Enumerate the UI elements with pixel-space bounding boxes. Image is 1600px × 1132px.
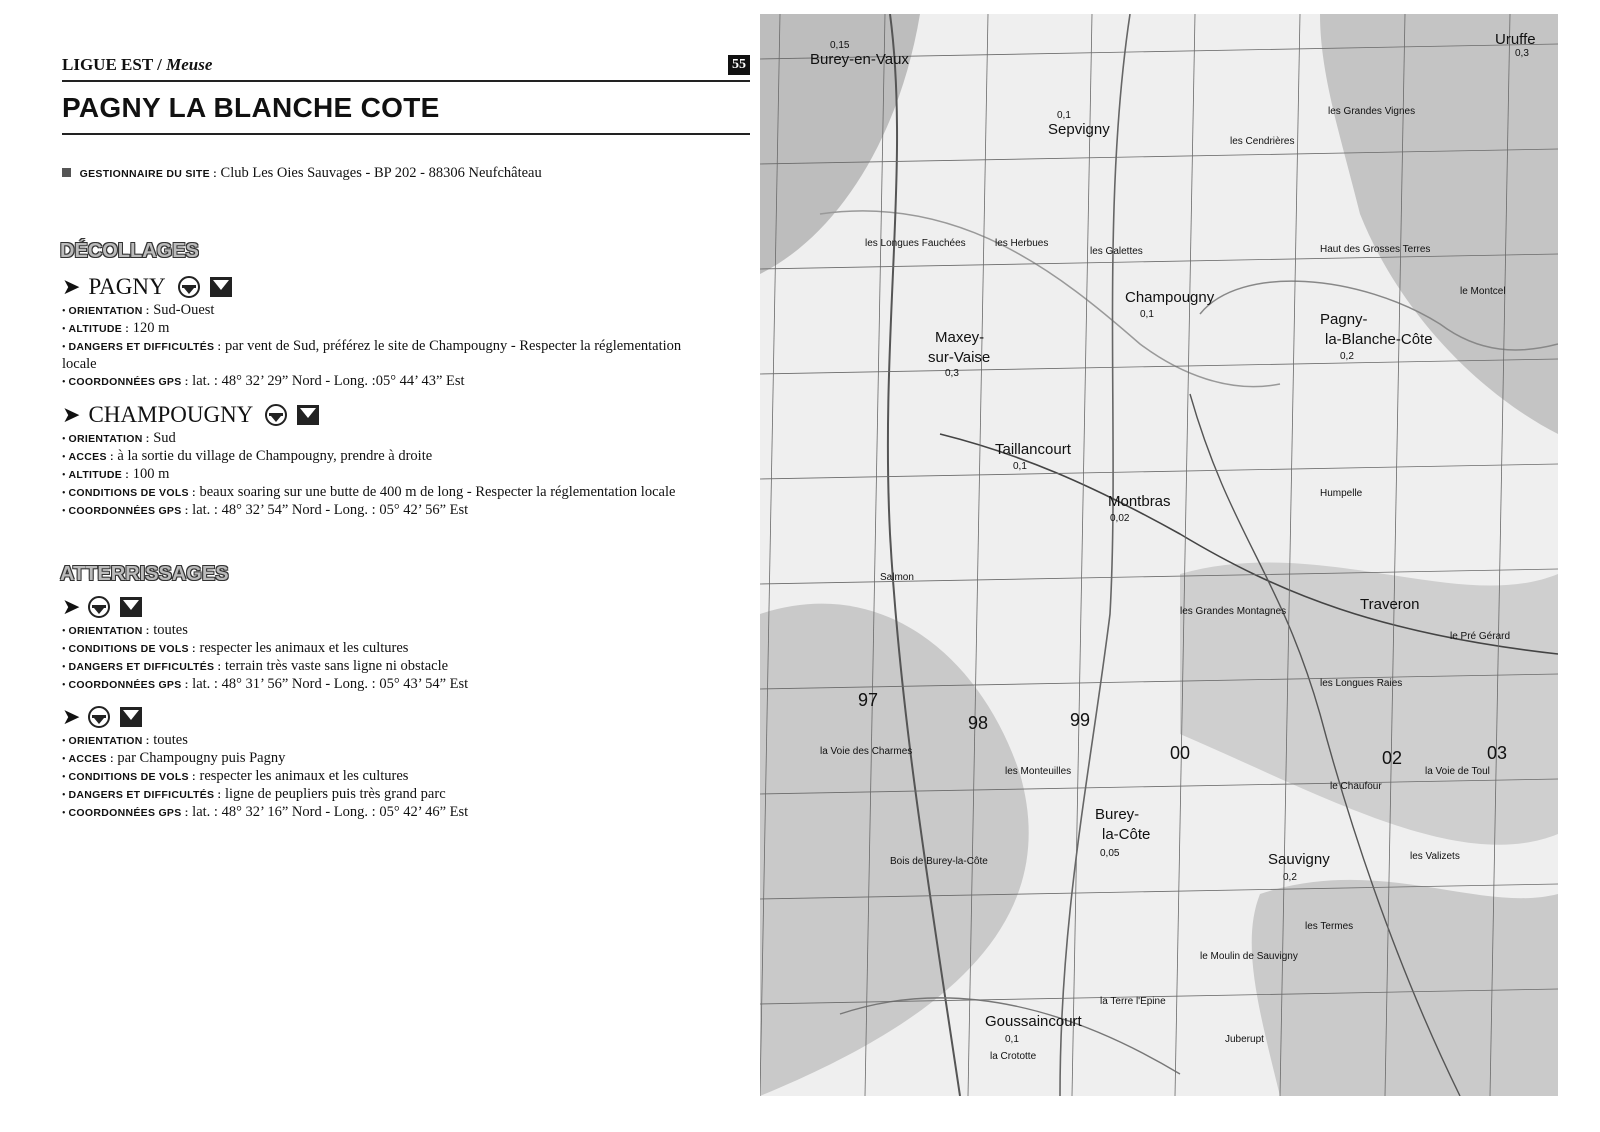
map-grid-label: 98 bbox=[968, 713, 989, 733]
header-rule bbox=[62, 80, 750, 82]
map-place-label: Champougny bbox=[1125, 289, 1215, 306]
info-label: ORIENTATION : bbox=[68, 735, 150, 747]
info-label: CONDITIONS DE VOLS : bbox=[68, 643, 196, 655]
map-place-label: Traveron bbox=[1360, 596, 1420, 613]
info-line bbox=[62, 484, 750, 502]
map-small-label: 0,3 bbox=[945, 368, 959, 379]
bullet-icon: • bbox=[62, 434, 66, 445]
map-place-label: Goussaincourt bbox=[985, 1013, 1082, 1030]
manager-value: Club Les Oies Sauvages - BP 202 - 88306 Neufchâteau bbox=[220, 165, 542, 181]
map-grid-label: 00 bbox=[1170, 743, 1191, 763]
topographic-map bbox=[760, 14, 1558, 1096]
info-label: ALTITUDE : bbox=[68, 469, 130, 481]
info-label: ORIENTATION : bbox=[68, 625, 150, 637]
hang-glider-icon bbox=[297, 405, 319, 425]
info-label: ORIENTATION : bbox=[68, 305, 150, 317]
map-small-label: 0,3 bbox=[1515, 48, 1529, 59]
paraglider-icon bbox=[88, 706, 110, 728]
page-title: PAGNY LA BLANCHE COTE bbox=[62, 92, 440, 123]
paraglider-icon bbox=[178, 276, 200, 298]
hang-glider-icon bbox=[120, 707, 142, 727]
info-line bbox=[62, 804, 750, 822]
info-line bbox=[62, 466, 750, 484]
landing-head bbox=[62, 592, 750, 622]
map-place-label: Sauvigny bbox=[1268, 851, 1330, 868]
bullet-icon: • bbox=[62, 644, 66, 655]
info-value: respecter les animaux et les cultures bbox=[199, 640, 409, 656]
info-line bbox=[62, 373, 750, 391]
map-small-label: les Longues Fauchées bbox=[865, 238, 966, 249]
landing-head bbox=[62, 702, 750, 732]
info-value: lat. : 48° 32’ 16” Nord - Long. : 05° 42’ 46” Est bbox=[192, 804, 469, 820]
info-line bbox=[62, 732, 750, 750]
arrow-icon: ➤ bbox=[62, 274, 81, 300]
page-number: 55 bbox=[728, 55, 750, 75]
department-name: Meuse bbox=[166, 55, 213, 74]
page-header bbox=[62, 55, 750, 79]
bullet-icon: • bbox=[62, 662, 66, 673]
bullet-icon: • bbox=[62, 488, 66, 499]
league-label bbox=[62, 55, 212, 75]
info-value: par Champougny puis Pagny bbox=[117, 750, 286, 766]
bullet-icon: • bbox=[62, 324, 66, 335]
info-line bbox=[62, 750, 750, 768]
map-small-label: les Grandes Vignes bbox=[1328, 106, 1416, 117]
info-label: COORDONNÉES GPS : bbox=[68, 376, 189, 388]
landing-heading: ATTERRISSAGES bbox=[60, 563, 229, 585]
bullet-icon: • bbox=[62, 626, 66, 637]
map-small-label: la Crototte bbox=[990, 1051, 1037, 1062]
info-value: lat. : 48° 32’ 54” Nord - Long. : 05° 42’ 56” Est bbox=[192, 502, 469, 518]
map-place-label: Burey-en-Vaux bbox=[810, 51, 909, 68]
info-value: 100 m bbox=[132, 466, 170, 482]
map-small-label: Salmon bbox=[880, 572, 914, 583]
takeoff-name: CHAMPOUGNY bbox=[88, 402, 254, 427]
info-line bbox=[62, 622, 750, 640]
info-label: DANGERS ET DIFFICULTÉS : bbox=[68, 341, 222, 353]
league-name: LIGUE EST / bbox=[62, 55, 162, 74]
map-small-label: les Cendrières bbox=[1230, 136, 1295, 147]
arrow-icon: ➤ bbox=[62, 704, 81, 730]
info-label: CONDITIONS DE VOLS : bbox=[68, 487, 196, 499]
bullet-icon: • bbox=[62, 808, 66, 819]
bullet-icon: • bbox=[62, 342, 66, 353]
map-small-label: le Moulin de Sauvigny bbox=[1200, 951, 1298, 962]
hang-glider-icon bbox=[120, 597, 142, 617]
bullet-icon: • bbox=[62, 470, 66, 481]
info-value: terrain très vaste sans ligne ni obstacle bbox=[224, 658, 449, 674]
map-small-label: 0,1 bbox=[1013, 461, 1027, 472]
map-small-label: les Galettes bbox=[1090, 246, 1143, 257]
map-small-label: la Terre l'Epine bbox=[1100, 996, 1166, 1007]
map-small-label: 0,2 bbox=[1283, 872, 1297, 883]
map-small-label: Humpelle bbox=[1320, 488, 1363, 499]
takeoff-heading: DÉCOLLAGES bbox=[60, 240, 199, 262]
info-label: CONDITIONS DE VOLS : bbox=[68, 771, 196, 783]
map-place-label: Pagny- bbox=[1320, 311, 1368, 328]
info-label: COORDONNÉES GPS : bbox=[68, 807, 189, 819]
info-line bbox=[62, 676, 750, 694]
paraglider-icon bbox=[265, 404, 287, 426]
info-value: lat. : 48° 31’ 56” Nord - Long. : 05° 43’ 54” Est bbox=[192, 676, 469, 692]
map-small-label: le Chaufour bbox=[1330, 781, 1382, 792]
map-place-label: Uruffe bbox=[1495, 31, 1536, 48]
map-small-label: 0,1 bbox=[1140, 309, 1154, 320]
bullet-icon: • bbox=[62, 306, 66, 317]
info-value: à la sortie du village de Champougny, prendre à droite bbox=[117, 448, 433, 464]
manager-label: GESTIONNAIRE DU SITE : bbox=[79, 168, 217, 180]
info-label: COORDONNÉES GPS : bbox=[68, 505, 189, 517]
map-image bbox=[760, 14, 1558, 1096]
landing-2 bbox=[62, 702, 750, 822]
info-label: ACCES : bbox=[68, 451, 114, 463]
info-label: DANGERS ET DIFFICULTÉS : bbox=[68, 661, 222, 673]
map-place-label: Maxey- bbox=[935, 329, 985, 346]
site-manager bbox=[62, 165, 542, 182]
info-line bbox=[62, 302, 750, 320]
map-small-label: 0,2 bbox=[1340, 351, 1354, 362]
bullet-icon: • bbox=[62, 754, 66, 765]
map-small-label: Juberupt bbox=[1225, 1034, 1264, 1045]
map-small-label: le Pré Gérard bbox=[1450, 631, 1511, 642]
map-grid-label: 03 bbox=[1487, 743, 1508, 763]
info-line bbox=[62, 430, 750, 448]
map-small-label: les Valizets bbox=[1410, 851, 1460, 862]
map-small-label: Bois de Burey-la-Côte bbox=[890, 856, 988, 867]
map-place-label: la-Côte bbox=[1102, 826, 1151, 843]
paraglider-icon bbox=[88, 596, 110, 618]
map-small-label: les Herbues bbox=[995, 238, 1049, 249]
info-line bbox=[62, 768, 750, 786]
info-value: beaux soaring sur une butte de 400 m de long - Respecter la réglementation locale bbox=[199, 484, 676, 500]
takeoff-champougny bbox=[62, 400, 750, 520]
title-rule bbox=[62, 133, 750, 135]
bullet-icon: • bbox=[62, 452, 66, 463]
map-small-label: 0,15 bbox=[830, 40, 850, 51]
info-label: ACCES : bbox=[68, 753, 114, 765]
info-line bbox=[62, 356, 750, 373]
map-small-label: 0,05 bbox=[1100, 848, 1120, 859]
map-small-label: la Voie de Toul bbox=[1425, 766, 1490, 777]
info-value: Sud bbox=[153, 430, 176, 446]
info-value: Sud-Ouest bbox=[153, 302, 215, 318]
map-grid-label: 97 bbox=[858, 690, 879, 710]
hang-glider-icon bbox=[210, 277, 232, 297]
info-label: ORIENTATION : bbox=[68, 433, 150, 445]
info-value: respecter les animaux et les cultures bbox=[199, 768, 409, 784]
takeoff-name: PAGNY bbox=[88, 274, 166, 299]
info-line bbox=[62, 658, 750, 676]
info-label: COORDONNÉES GPS : bbox=[68, 679, 189, 691]
info-value: ligne de peupliers puis très grand parc bbox=[224, 786, 446, 802]
map-place-label: Montbras bbox=[1108, 493, 1171, 510]
bullet-icon: • bbox=[62, 772, 66, 783]
info-value: lat. : 48° 32’ 29” Nord - Long. :05° 44’ 43” Est bbox=[192, 373, 465, 389]
arrow-icon: ➤ bbox=[62, 594, 81, 620]
map-small-label: Haut des Grosses Terres bbox=[1320, 244, 1431, 255]
map-place-label: la-Blanche-Côte bbox=[1325, 331, 1433, 348]
info-value: 120 m bbox=[132, 320, 170, 336]
map-grid-label: 02 bbox=[1382, 748, 1403, 768]
map-small-label: 0,1 bbox=[1005, 1034, 1019, 1045]
map-grid-label: 99 bbox=[1070, 710, 1091, 730]
takeoff-head bbox=[62, 400, 750, 430]
info-line bbox=[62, 338, 750, 356]
takeoff-head bbox=[62, 272, 750, 302]
map-small-label: les Longues Raies bbox=[1320, 678, 1403, 689]
bullet-icon: • bbox=[62, 736, 66, 747]
info-line bbox=[62, 502, 750, 520]
bullet-icon: • bbox=[62, 377, 66, 388]
map-small-label: les Monteuilles bbox=[1005, 766, 1072, 777]
bullet-icon: • bbox=[62, 506, 66, 517]
map-place-label: sur-Vaise bbox=[928, 349, 991, 366]
bullet-square-icon bbox=[62, 168, 71, 177]
info-line bbox=[62, 640, 750, 658]
map-small-label: la Voie des Charmes bbox=[820, 746, 913, 757]
info-value: par vent de Sud, préférez le site de Champougny - Respecter la réglementation bbox=[224, 338, 682, 354]
info-value: toutes bbox=[153, 732, 188, 748]
guide-page bbox=[0, 0, 760, 1132]
info-value: locale bbox=[62, 356, 97, 372]
arrow-icon: ➤ bbox=[62, 402, 81, 428]
map-small-label: les Grandes Montagnes bbox=[1180, 606, 1287, 617]
map-small-label: 0,1 bbox=[1057, 110, 1071, 121]
info-label: DANGERS ET DIFFICULTÉS : bbox=[68, 789, 222, 801]
map-place-label: Taillancourt bbox=[995, 441, 1071, 458]
map-place-label: Burey- bbox=[1095, 806, 1140, 823]
map-small-label: les Termes bbox=[1305, 921, 1354, 932]
bullet-icon: • bbox=[62, 790, 66, 801]
map-place-label: Sepvigny bbox=[1048, 121, 1110, 138]
bullet-icon: • bbox=[62, 680, 66, 691]
info-value: toutes bbox=[153, 622, 188, 638]
landing-1 bbox=[62, 592, 750, 694]
map-small-label: le Montcel bbox=[1460, 286, 1506, 297]
map-small-label: 0,02 bbox=[1110, 513, 1130, 524]
info-line bbox=[62, 786, 750, 804]
takeoff-pagny bbox=[62, 272, 750, 391]
info-label: ALTITUDE : bbox=[68, 323, 130, 335]
info-line bbox=[62, 448, 750, 466]
info-line bbox=[62, 320, 750, 338]
